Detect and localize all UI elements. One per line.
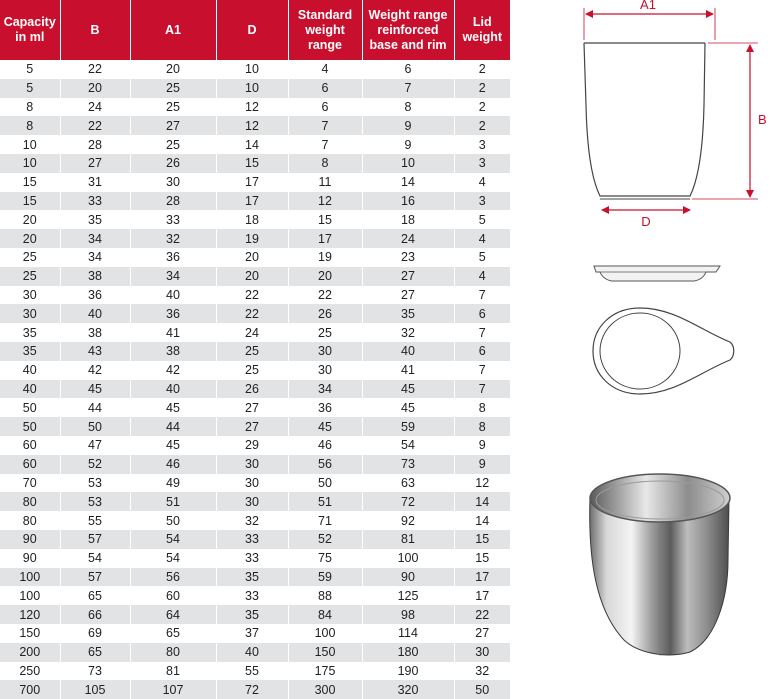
table-cell: 32	[454, 662, 510, 681]
table-cell: 24	[60, 98, 130, 117]
table-cell: 150	[288, 643, 362, 662]
table-cell: 38	[130, 342, 216, 361]
table-cell: 28	[130, 192, 216, 211]
table-cell: 5	[0, 60, 60, 79]
table-cell: 52	[288, 530, 362, 549]
table-cell: 41	[130, 323, 216, 342]
table-cell: 8	[362, 98, 454, 117]
table-cell: 20	[0, 210, 60, 229]
table-cell: 59	[288, 568, 362, 587]
table-cell: 36	[130, 304, 216, 323]
label-a1: A1	[640, 0, 656, 12]
table-cell: 30	[288, 342, 362, 361]
table-cell: 88	[288, 586, 362, 605]
table-cell: 17	[454, 568, 510, 587]
table-cell: 50	[130, 511, 216, 530]
table-cell: 40	[60, 304, 130, 323]
table-cell: 32	[362, 323, 454, 342]
table-cell: 57	[60, 530, 130, 549]
table-cell: 35	[0, 323, 60, 342]
table-cell: 14	[454, 511, 510, 530]
table-cell: 34	[288, 380, 362, 399]
table-cell: 15	[454, 549, 510, 568]
table-cell: 42	[60, 361, 130, 380]
table-cell: 6	[454, 304, 510, 323]
table-cell: 150	[0, 624, 60, 643]
table-cell: 38	[60, 267, 130, 286]
table-cell: 320	[362, 680, 454, 699]
table-cell: 700	[0, 680, 60, 699]
table-cell: 36	[130, 248, 216, 267]
table-cell: 17	[288, 229, 362, 248]
table-cell: 250	[0, 662, 60, 681]
table-cell: 45	[60, 380, 130, 399]
table-cell: 50	[0, 417, 60, 436]
table-cell: 16	[362, 192, 454, 211]
table-cell: 45	[362, 380, 454, 399]
table-cell: 60	[130, 586, 216, 605]
table-cell: 22	[454, 605, 510, 624]
table-cell: 66	[60, 605, 130, 624]
table-cell: 4	[454, 229, 510, 248]
table-cell: 32	[216, 511, 288, 530]
table-cell: 46	[130, 455, 216, 474]
table-cell: 10	[362, 154, 454, 173]
table-cell: 17	[216, 173, 288, 192]
table-cell: 72	[216, 680, 288, 699]
table-cell: 4	[288, 60, 362, 79]
table-cell: 25	[130, 98, 216, 117]
table-cell: 17	[216, 192, 288, 211]
table-cell: 8	[0, 98, 60, 117]
table-cell: 15	[454, 530, 510, 549]
table-cell: 10	[0, 154, 60, 173]
table-cell: 35	[60, 210, 130, 229]
table-cell: 120	[0, 605, 60, 624]
table-cell: 44	[130, 417, 216, 436]
table-cell: 22	[60, 60, 130, 79]
table-cell: 12	[216, 98, 288, 117]
header-a1: A1	[130, 0, 216, 60]
table-cell: 31	[60, 173, 130, 192]
label-b: B	[758, 112, 767, 127]
table-cell: 175	[288, 662, 362, 681]
table-cell: 29	[216, 436, 288, 455]
table-cell: 34	[130, 267, 216, 286]
table-cell: 180	[362, 643, 454, 662]
table-cell: 26	[288, 304, 362, 323]
table-cell: 36	[288, 398, 362, 417]
table-cell: 26	[216, 380, 288, 399]
header-b: B	[60, 0, 130, 60]
table-cell: 3	[454, 192, 510, 211]
table-cell: 20	[216, 248, 288, 267]
table-cell: 100	[362, 549, 454, 568]
table-cell: 65	[60, 586, 130, 605]
table-cell: 80	[130, 643, 216, 662]
table-cell: 22	[60, 116, 130, 135]
table-cell: 40	[130, 380, 216, 399]
table-cell: 40	[362, 342, 454, 361]
table-cell: 33	[216, 586, 288, 605]
table-cell: 45	[130, 436, 216, 455]
table-cell: 15	[288, 210, 362, 229]
table-cell: 80	[0, 492, 60, 511]
table-cell: 55	[60, 511, 130, 530]
table-cell: 84	[288, 605, 362, 624]
header-reinforced-weight: Weight range reinforced base and rim	[362, 0, 454, 60]
table-cell: 30	[216, 492, 288, 511]
dimension-a1	[584, 0, 715, 40]
table-cell: 107	[130, 680, 216, 699]
table-cell: 10	[216, 79, 288, 98]
table-cell: 4	[454, 267, 510, 286]
table-cell: 8	[0, 116, 60, 135]
table-cell: 18	[362, 210, 454, 229]
table-cell: 5	[0, 79, 60, 98]
table-cell: 92	[362, 511, 454, 530]
table-cell: 51	[288, 492, 362, 511]
table-cell: 4	[454, 173, 510, 192]
table-cell: 30	[0, 304, 60, 323]
table-cell: 46	[288, 436, 362, 455]
table-cell: 15	[0, 192, 60, 211]
label-d: D	[641, 214, 651, 229]
table-cell: 73	[362, 455, 454, 474]
table-cell: 15	[0, 173, 60, 192]
table-cell: 54	[130, 530, 216, 549]
table-cell: 2	[454, 116, 510, 135]
table-cell: 34	[60, 229, 130, 248]
table-cell: 2	[454, 79, 510, 98]
table-cell: 45	[362, 398, 454, 417]
table-cell: 27	[216, 398, 288, 417]
table-cell: 33	[60, 192, 130, 211]
crucible-side-view	[584, 43, 705, 199]
table-cell: 14	[454, 492, 510, 511]
lid-top-view	[593, 308, 734, 394]
table-cell: 9	[362, 135, 454, 154]
table-cell: 11	[288, 173, 362, 192]
table-cell: 7	[288, 116, 362, 135]
table-cell: 15	[216, 154, 288, 173]
table-cell: 40	[216, 643, 288, 662]
table-cell: 33	[130, 210, 216, 229]
table-cell: 25	[0, 267, 60, 286]
table-cell: 59	[362, 417, 454, 436]
table-cell: 37	[216, 624, 288, 643]
header-lid-weight: Lid weight	[454, 0, 510, 60]
lid-side-view	[594, 266, 720, 281]
dimension-d	[602, 210, 690, 229]
table-cell: 63	[362, 474, 454, 493]
table-cell: 14	[216, 135, 288, 154]
table-cell: 25	[216, 342, 288, 361]
table-cell: 100	[288, 624, 362, 643]
table-cell: 64	[130, 605, 216, 624]
table-cell: 114	[362, 624, 454, 643]
table-cell: 26	[130, 154, 216, 173]
table-cell: 27	[130, 116, 216, 135]
table-cell: 8	[454, 417, 510, 436]
table-cell: 45	[288, 417, 362, 436]
header-d: D	[216, 0, 288, 60]
table-cell: 19	[216, 229, 288, 248]
table-cell: 27	[362, 286, 454, 305]
table-cell: 28	[60, 135, 130, 154]
table-cell: 7	[454, 286, 510, 305]
table-cell: 65	[130, 624, 216, 643]
table-cell: 30	[216, 474, 288, 493]
table-cell: 41	[362, 361, 454, 380]
table-cell: 35	[362, 304, 454, 323]
table-cell: 6	[454, 342, 510, 361]
table-cell: 81	[130, 662, 216, 681]
table-cell: 200	[0, 643, 60, 662]
table-cell: 57	[60, 568, 130, 587]
table-cell: 7	[288, 135, 362, 154]
table-cell: 50	[288, 474, 362, 493]
table-cell: 35	[216, 605, 288, 624]
table-cell: 2	[454, 98, 510, 117]
table-cell: 27	[362, 267, 454, 286]
table-cell: 40	[130, 286, 216, 305]
table-cell: 25	[130, 135, 216, 154]
table-cell: 30	[216, 455, 288, 474]
table-cell: 20	[216, 267, 288, 286]
table-cell: 54	[130, 549, 216, 568]
table-cell: 60	[0, 436, 60, 455]
table-cell: 20	[60, 79, 130, 98]
table-cell: 12	[216, 116, 288, 135]
table-cell: 53	[60, 474, 130, 493]
table-cell: 72	[362, 492, 454, 511]
table-cell: 6	[288, 98, 362, 117]
table-cell: 9	[362, 116, 454, 135]
table-cell: 5	[454, 248, 510, 267]
table-cell: 27	[216, 417, 288, 436]
table-cell: 25	[288, 323, 362, 342]
table-cell: 30	[130, 173, 216, 192]
table-cell: 33	[216, 549, 288, 568]
table-cell: 23	[362, 248, 454, 267]
table-cell: 50	[0, 398, 60, 417]
table-cell: 10	[0, 135, 60, 154]
table-cell: 69	[60, 624, 130, 643]
table-cell: 3	[454, 135, 510, 154]
table-cell: 22	[216, 304, 288, 323]
table-cell: 17	[454, 586, 510, 605]
table-cell: 5	[454, 210, 510, 229]
table-cell: 190	[362, 662, 454, 681]
table-cell: 56	[288, 455, 362, 474]
table-cell: 8	[454, 398, 510, 417]
table-cell: 100	[0, 586, 60, 605]
table-cell: 19	[288, 248, 362, 267]
table-cell: 33	[216, 530, 288, 549]
table-cell: 300	[288, 680, 362, 699]
table-cell: 9	[454, 455, 510, 474]
table-cell: 2	[454, 60, 510, 79]
table-cell: 98	[362, 605, 454, 624]
table-cell: 100	[0, 568, 60, 587]
table-cell: 35	[0, 342, 60, 361]
table-cell: 125	[362, 586, 454, 605]
table-cell: 14	[362, 173, 454, 192]
table-cell: 45	[130, 398, 216, 417]
table-cell: 54	[362, 436, 454, 455]
table-cell: 36	[60, 286, 130, 305]
table-cell: 49	[130, 474, 216, 493]
table-cell: 53	[60, 492, 130, 511]
table-cell: 8	[288, 154, 362, 173]
table-cell: 38	[60, 323, 130, 342]
table-cell: 51	[130, 492, 216, 511]
header-standard-weight: Standard weight range	[288, 0, 362, 60]
table-cell: 60	[0, 455, 60, 474]
table-cell: 40	[0, 380, 60, 399]
table-cell: 70	[0, 474, 60, 493]
table-cell: 25	[130, 79, 216, 98]
table-cell: 18	[216, 210, 288, 229]
table-cell: 47	[60, 436, 130, 455]
table-cell: 32	[130, 229, 216, 248]
table-cell: 65	[60, 643, 130, 662]
table-cell: 90	[0, 549, 60, 568]
table-cell: 42	[130, 361, 216, 380]
table-cell: 73	[60, 662, 130, 681]
table-cell: 7	[362, 79, 454, 98]
table-cell: 50	[454, 680, 510, 699]
crucible-photo	[590, 474, 730, 656]
table-cell: 80	[0, 511, 60, 530]
table-cell: 20	[0, 229, 60, 248]
table-cell: 22	[216, 286, 288, 305]
table-cell: 10	[216, 60, 288, 79]
table-cell: 71	[288, 511, 362, 530]
table-cell: 12	[288, 192, 362, 211]
table-cell: 20	[130, 60, 216, 79]
table-cell: 7	[454, 361, 510, 380]
table-cell: 27	[60, 154, 130, 173]
table-cell: 9	[454, 436, 510, 455]
table-cell: 7	[454, 380, 510, 399]
table-cell: 27	[454, 624, 510, 643]
table-cell: 56	[130, 568, 216, 587]
table-cell: 25	[216, 361, 288, 380]
table-cell: 24	[362, 229, 454, 248]
table-cell: 43	[60, 342, 130, 361]
table-cell: 30	[288, 361, 362, 380]
table-cell: 30	[454, 643, 510, 662]
table-cell: 30	[0, 286, 60, 305]
table-cell: 22	[288, 286, 362, 305]
table-cell: 20	[288, 267, 362, 286]
table-cell: 55	[216, 662, 288, 681]
table-cell: 3	[454, 154, 510, 173]
table-cell: 6	[288, 79, 362, 98]
table-cell: 7	[454, 323, 510, 342]
table-cell: 35	[216, 568, 288, 587]
table-cell: 75	[288, 549, 362, 568]
table-cell: 24	[216, 323, 288, 342]
table-cell: 54	[60, 549, 130, 568]
table-cell: 44	[60, 398, 130, 417]
table-cell: 6	[362, 60, 454, 79]
table-cell: 90	[362, 568, 454, 587]
table-cell: 81	[362, 530, 454, 549]
table-cell: 52	[60, 455, 130, 474]
table-cell: 25	[0, 248, 60, 267]
table-cell: 90	[0, 530, 60, 549]
table-cell: 34	[60, 248, 130, 267]
table-cell: 50	[60, 417, 130, 436]
table-cell: 105	[60, 680, 130, 699]
header-capacity: Capacity in ml	[0, 0, 60, 60]
table-cell: 12	[454, 474, 510, 493]
table-cell: 40	[0, 361, 60, 380]
